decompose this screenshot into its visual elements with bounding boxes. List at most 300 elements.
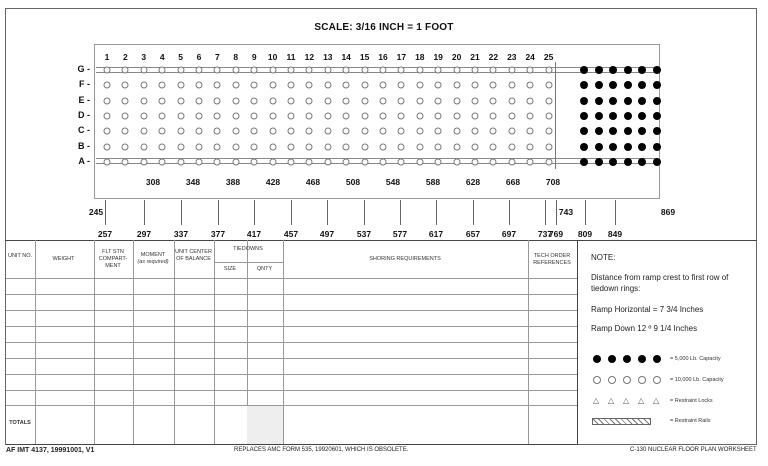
tiedown-ring-10000: [416, 113, 423, 120]
tiedown-ring-10000: [361, 128, 368, 135]
rail-icon: [592, 418, 651, 425]
tiedown-ring-5000: [638, 158, 646, 166]
tiedown-ring-10000: [324, 128, 331, 135]
tiedown-ring-5000: [580, 112, 588, 120]
open-circle-icon: [623, 376, 631, 384]
column-number: 20: [451, 52, 462, 62]
tiedown-ring-10000: [214, 67, 221, 74]
tiedown-ring-10000: [269, 82, 276, 89]
tiedown-ring-10000: [269, 98, 276, 105]
tiedown-ring-10000: [104, 128, 111, 135]
tiedown-ring-5000: [638, 81, 646, 89]
table-bottom: [6, 444, 577, 445]
tiedown-ring-10000: [288, 144, 295, 151]
tiedown-ring-5000: [595, 143, 603, 151]
tiedown-ring-10000: [508, 113, 515, 120]
tiedown-ring-10000: [306, 67, 313, 74]
tiedown-ring-10000: [472, 67, 479, 74]
tiedown-ring-10000: [140, 82, 147, 89]
tiedown-ring-10000: [232, 159, 239, 166]
tiedown-ring-5000: [580, 127, 588, 135]
column-number: 4: [159, 52, 165, 62]
tiedown-ring-10000: [435, 67, 442, 74]
tiedown-ring-10000: [306, 159, 313, 166]
tiedown-ring-10000: [232, 67, 239, 74]
tiedown-ring-10000: [306, 144, 313, 151]
tiedown-ring-10000: [453, 144, 460, 151]
tiedown-ring-10000: [527, 82, 534, 89]
tiedown-ring-5000: [595, 97, 603, 105]
triangle-icon: △: [653, 396, 660, 405]
tiedown-ring-10000: [380, 144, 387, 151]
legend-10000: = 10,000 Lb. Capacity: [670, 377, 724, 383]
tiedown-ring-10000: [453, 113, 460, 120]
station-label: 588: [425, 177, 441, 187]
header-shoring: SHORING REQUIREMENTS: [369, 256, 441, 262]
tiedown-ring-10000: [416, 159, 423, 166]
tiedown-ring-10000: [177, 67, 184, 74]
tiedown-ring-10000: [545, 98, 552, 105]
tiedown-ring-10000: [288, 98, 295, 105]
tiedown-ring-5000: [609, 127, 617, 135]
tiedown-ring-10000: [416, 67, 423, 74]
filled-circle-icon: [623, 355, 631, 363]
tiedown-ring-10000: [527, 159, 534, 166]
tiedown-ring-10000: [380, 128, 387, 135]
tiedown-ring-10000: [288, 67, 295, 74]
tiedown-ring-10000: [453, 128, 460, 135]
scale-title: SCALE: 3/16 INCH = 1 FOOT: [314, 22, 454, 33]
tiedown-ring-10000: [288, 128, 295, 135]
station-label: 297: [136, 229, 152, 239]
tiedown-ring-5000: [580, 97, 588, 105]
station-label: 348: [185, 177, 201, 187]
tiedown-ring-5000: [580, 66, 588, 74]
tiedown-ring-10000: [343, 128, 350, 135]
tiedown-ring-5000: [595, 112, 603, 120]
tiedown-ring-10000: [545, 113, 552, 120]
tiedown-ring-10000: [214, 98, 221, 105]
tiedown-ring-10000: [527, 128, 534, 135]
station-label: 497: [319, 229, 335, 239]
tiedown-ring-10000: [343, 82, 350, 89]
tiedown-ring-5000: [609, 143, 617, 151]
tiedown-ring-10000: [416, 82, 423, 89]
tiedown-ring-10000: [122, 98, 129, 105]
column-number: 8: [233, 52, 239, 62]
tiedown-ring-5000: [609, 66, 617, 74]
tiedown-ring-5000: [638, 112, 646, 120]
station-tick: [144, 200, 145, 225]
totals-qnty-shaded: [247, 406, 283, 444]
tiedown-ring-5000: [595, 158, 603, 166]
tiedown-ring-5000: [653, 127, 661, 135]
triangle-icon: △: [608, 396, 615, 405]
column-number: 11: [286, 52, 296, 62]
column-number: 5: [178, 52, 183, 62]
tiedown-ring-5000: [609, 158, 617, 166]
station-label: 508: [345, 177, 361, 187]
tiedown-ring-10000: [508, 159, 515, 166]
row-label: D -: [78, 110, 90, 120]
tiedown-ring-10000: [214, 113, 221, 120]
tiedown-ring-10000: [343, 144, 350, 151]
tiedown-ring-10000: [232, 98, 239, 105]
note-title: NOTE:: [591, 253, 616, 262]
tiedown-ring-10000: [508, 144, 515, 151]
tiedown-ring-10000: [472, 113, 479, 120]
tiedown-ring-10000: [490, 98, 497, 105]
column-number: 1: [104, 52, 110, 62]
station-label: 388: [225, 177, 241, 187]
tiedown-ring-10000: [196, 82, 203, 89]
tiedown-ring-10000: [343, 113, 350, 120]
row-label: A -: [78, 156, 90, 166]
totals-label: TOTALS: [9, 420, 31, 426]
note-line2: tiedown rings:: [591, 284, 641, 293]
tiedown-ring-5000: [638, 66, 646, 74]
replaces-note: REPLACES AMC FORM 535, 19920601, WHICH IS OBSOLETE.: [234, 447, 409, 453]
column-number: 19: [433, 52, 443, 62]
tiedown-ring-10000: [159, 82, 166, 89]
tiedown-ring-10000: [435, 128, 442, 135]
triangle-icon: △: [623, 396, 630, 405]
tiedown-ring-10000: [545, 82, 552, 89]
tiedown-ring-5000: [638, 97, 646, 105]
header-moment: [133, 252, 173, 266]
row-label: B -: [78, 141, 90, 151]
open-circle-icon: [608, 376, 616, 384]
tiedown-ring-10000: [251, 67, 258, 74]
ramp-divider: [555, 62, 556, 169]
tiedown-ring-10000: [140, 113, 147, 120]
tiedown-ring-5000: [580, 158, 588, 166]
tiedown-ring-10000: [490, 144, 497, 151]
tiedown-ring-5000: [624, 112, 632, 120]
tiedown-ring-5000: [580, 81, 588, 89]
triangle-icon: △: [638, 396, 645, 405]
tiedown-ring-10000: [343, 159, 350, 166]
tiedown-ring-10000: [140, 98, 147, 105]
station-label: 769: [548, 229, 564, 239]
tiedown-ring-10000: [472, 144, 479, 151]
form-title: C-130 NUCLEAR FLOOR PLAN WORKSHEET: [630, 447, 757, 453]
tiedown-ring-10000: [527, 67, 534, 74]
station-label: 257: [97, 229, 113, 239]
tiedown-ring-10000: [251, 128, 258, 135]
tiedown-ring-10000: [343, 98, 350, 105]
tiedown-ring-5000: [653, 158, 661, 166]
tiedown-ring-5000: [624, 81, 632, 89]
station-label: 457: [283, 229, 299, 239]
tiedown-ring-10000: [435, 159, 442, 166]
table-row: [6, 375, 577, 390]
tiedown-ring-10000: [214, 128, 221, 135]
filled-circle-icon: [638, 355, 646, 363]
tiedown-ring-10000: [508, 98, 515, 105]
tiedown-ring-10000: [324, 144, 331, 151]
column-number: 18: [415, 52, 425, 62]
tiedown-ring-5000: [624, 127, 632, 135]
tiedown-ring-10000: [288, 82, 295, 89]
station-tick: [509, 200, 510, 225]
tiedown-ring-10000: [361, 98, 368, 105]
station-tick: [218, 200, 219, 225]
station-tick: [585, 200, 586, 225]
station-label: 809: [577, 229, 593, 239]
column-number: 16: [378, 52, 388, 62]
legend-restraint-locks: = Restraint Locks: [670, 398, 713, 404]
tiedown-ring-10000: [140, 128, 147, 135]
tiedown-ring-10000: [527, 113, 534, 120]
tiedown-ring-10000: [251, 144, 258, 151]
tiedown-ring-5000: [624, 158, 632, 166]
column-number: 10: [267, 52, 278, 62]
row-label: E -: [78, 95, 90, 105]
open-circle-icon: [593, 376, 601, 384]
moment-sublabel: (as required): [137, 259, 169, 265]
tiedown-ring-10000: [324, 159, 331, 166]
tiedown-ring-10000: [122, 113, 129, 120]
column-number: 7: [215, 52, 220, 62]
column-divider: [577, 240, 578, 445]
tiedown-ring-10000: [122, 67, 129, 74]
tiedown-ring-10000: [306, 113, 313, 120]
header-flt-stn: FLT STN COMPART-MENT: [98, 249, 128, 269]
tiedown-ring-10000: [177, 128, 184, 135]
table-row: [6, 311, 577, 326]
station-label: 869: [660, 207, 676, 217]
tiedown-ring-10000: [398, 67, 405, 74]
tiedown-ring-10000: [177, 82, 184, 89]
tiedown-ring-10000: [159, 98, 166, 105]
column-number: 6: [196, 52, 202, 62]
tiedown-ring-10000: [122, 144, 129, 151]
tiedown-ring-10000: [269, 144, 276, 151]
tiedown-ring-5000: [609, 112, 617, 120]
station-label: 697: [501, 229, 517, 239]
station-tick: [615, 200, 616, 225]
header-tech-order: TECH ORDER REFERENCES: [533, 253, 571, 266]
tiedown-ring-10000: [508, 128, 515, 135]
station-label: 548: [385, 177, 401, 187]
tiedown-ring-10000: [214, 82, 221, 89]
row-label: F -: [79, 79, 90, 89]
tiedown-ring-10000: [472, 159, 479, 166]
tiedown-ring-10000: [140, 67, 147, 74]
tiedown-ring-10000: [232, 113, 239, 120]
tiedown-ring-10000: [196, 128, 203, 135]
station-label: 537: [356, 229, 372, 239]
station-tick: [181, 200, 182, 225]
station-label: 743: [558, 207, 574, 217]
tiedown-ring-5000: [653, 112, 661, 120]
tiedown-ring-10000: [380, 159, 387, 166]
open-circle-icon: [638, 376, 646, 384]
station-tick: [545, 200, 546, 225]
tiedown-ring-10000: [398, 113, 405, 120]
tiedown-subheader-line: [214, 262, 283, 263]
station-tick: [556, 200, 557, 225]
tiedown-ring-10000: [251, 113, 258, 120]
tiedown-ring-10000: [398, 159, 405, 166]
column-number: 2: [123, 52, 128, 62]
station-label: 849: [607, 229, 623, 239]
table-row: [6, 391, 577, 406]
column-number: 3: [141, 52, 147, 62]
tiedown-ring-10000: [398, 82, 405, 89]
tiedown-ring-10000: [490, 82, 497, 89]
station-tick: [291, 200, 292, 225]
tiedown-ring-5000: [624, 66, 632, 74]
legend-restraint-rails: = Restraint Rails: [670, 418, 711, 424]
tiedown-ring-10000: [177, 144, 184, 151]
station-label: 628: [465, 177, 481, 187]
tiedown-ring-5000: [609, 97, 617, 105]
tiedown-ring-10000: [251, 98, 258, 105]
tiedown-ring-10000: [490, 128, 497, 135]
station-tick: [105, 200, 106, 225]
tiedown-ring-5000: [580, 143, 588, 151]
tiedown-ring-10000: [159, 67, 166, 74]
tiedown-ring-10000: [288, 159, 295, 166]
tiedown-ring-10000: [380, 113, 387, 120]
row-label: G -: [77, 64, 90, 74]
tiedown-ring-10000: [232, 82, 239, 89]
tiedown-ring-10000: [490, 67, 497, 74]
tiedown-ring-10000: [104, 159, 111, 166]
column-number: 23: [507, 52, 517, 62]
tiedown-ring-5000: [638, 127, 646, 135]
tiedown-ring-10000: [104, 144, 111, 151]
ramp-horizontal: Ramp Horizontal = 7 3/4 Inches: [591, 305, 704, 314]
table-row: [6, 343, 577, 358]
tiedown-ring-10000: [343, 67, 350, 74]
tiedown-ring-10000: [140, 144, 147, 151]
tiedown-ring-10000: [416, 98, 423, 105]
tiedown-ring-10000: [453, 98, 460, 105]
tiedown-ring-10000: [104, 113, 111, 120]
note-line1: Distance from ramp crest to first row of: [591, 273, 729, 282]
tiedown-ring-10000: [104, 98, 111, 105]
tiedown-ring-10000: [361, 144, 368, 151]
header-unit-no: UNIT NO.: [7, 253, 33, 259]
tiedown-ring-10000: [361, 82, 368, 89]
header-center-of-balance: UNIT CENTER OF BALANCE: [175, 249, 212, 262]
tiedown-ring-5000: [595, 81, 603, 89]
tiedown-ring-10000: [435, 144, 442, 151]
tiedown-ring-10000: [159, 113, 166, 120]
open-circle-icon: [653, 376, 661, 384]
column-number: 17: [396, 52, 407, 62]
table-row: [6, 295, 577, 310]
tiedown-ring-10000: [472, 128, 479, 135]
column-number: 13: [323, 52, 333, 62]
station-label: 417: [246, 229, 262, 239]
tiedown-ring-10000: [122, 128, 129, 135]
column-number: 24: [525, 52, 535, 62]
tiedown-ring-10000: [196, 98, 203, 105]
station-label: 668: [505, 177, 521, 187]
filled-circle-icon: [593, 355, 601, 363]
tiedown-ring-10000: [251, 82, 258, 89]
station-tick: [400, 200, 401, 225]
tiedown-ring-5000: [653, 97, 661, 105]
ramp-down: Ramp Down 12 º 9 1/4 Inches: [591, 324, 698, 333]
tiedown-ring-10000: [435, 82, 442, 89]
station-label: 737: [537, 229, 553, 239]
tiedown-ring-10000: [453, 159, 460, 166]
station-label: 657: [465, 229, 481, 239]
tiedown-ring-10000: [508, 82, 515, 89]
tiedown-ring-10000: [214, 159, 221, 166]
tiedown-ring-10000: [490, 113, 497, 120]
tiedown-ring-10000: [472, 98, 479, 105]
column-number: 25: [543, 52, 554, 62]
tiedown-ring-5000: [624, 143, 632, 151]
station-label: 708: [545, 177, 561, 187]
tiedown-ring-10000: [159, 128, 166, 135]
tiedown-ring-10000: [380, 67, 387, 74]
station-label: 468: [305, 177, 321, 187]
column-number: 12: [304, 52, 315, 62]
header-tiedowns: TIEDOWNS: [233, 246, 263, 252]
tiedown-ring-10000: [306, 82, 313, 89]
tiedown-ring-10000: [104, 82, 111, 89]
tiedown-ring-10000: [251, 159, 258, 166]
tiedown-ring-10000: [232, 144, 239, 151]
tiedown-ring-10000: [122, 82, 129, 89]
tiedown-ring-10000: [453, 67, 460, 74]
station-tick: [327, 200, 328, 225]
tiedown-ring-10000: [196, 144, 203, 151]
legend-5000: = 5,000 Lb. Capacity: [670, 356, 721, 362]
station-label: 577: [392, 229, 408, 239]
column-number: 9: [251, 52, 257, 62]
tiedown-ring-10000: [545, 144, 552, 151]
tiedown-ring-5000: [653, 66, 661, 74]
station-tick: [436, 200, 437, 225]
tiedown-ring-5000: [638, 143, 646, 151]
tiedown-ring-10000: [232, 128, 239, 135]
tiedown-ring-10000: [398, 128, 405, 135]
station-tick: [254, 200, 255, 225]
tiedown-ring-5000: [624, 97, 632, 105]
table-row: [6, 279, 577, 294]
tiedown-ring-10000: [361, 113, 368, 120]
row-label: C -: [78, 125, 90, 135]
station-label: 617: [428, 229, 444, 239]
tiedown-ring-10000: [435, 98, 442, 105]
station-label: 245: [88, 207, 104, 217]
form-id: AF IMT 4137, 19991001, V1: [6, 447, 95, 454]
tiedown-ring-10000: [306, 98, 313, 105]
tiedown-ring-10000: [324, 113, 331, 120]
tiedown-ring-10000: [324, 82, 331, 89]
tiedown-ring-10000: [453, 82, 460, 89]
station-tick: [473, 200, 474, 225]
tiedown-ring-10000: [306, 128, 313, 135]
tiedown-ring-10000: [490, 159, 497, 166]
header-qnty: QNTY: [256, 266, 273, 272]
tiedown-ring-10000: [196, 159, 203, 166]
tiedown-ring-10000: [416, 144, 423, 151]
table-row: [6, 327, 577, 342]
tiedown-ring-10000: [140, 159, 147, 166]
tiedown-ring-10000: [416, 128, 423, 135]
tiedown-ring-10000: [545, 128, 552, 135]
tiedown-ring-10000: [380, 98, 387, 105]
